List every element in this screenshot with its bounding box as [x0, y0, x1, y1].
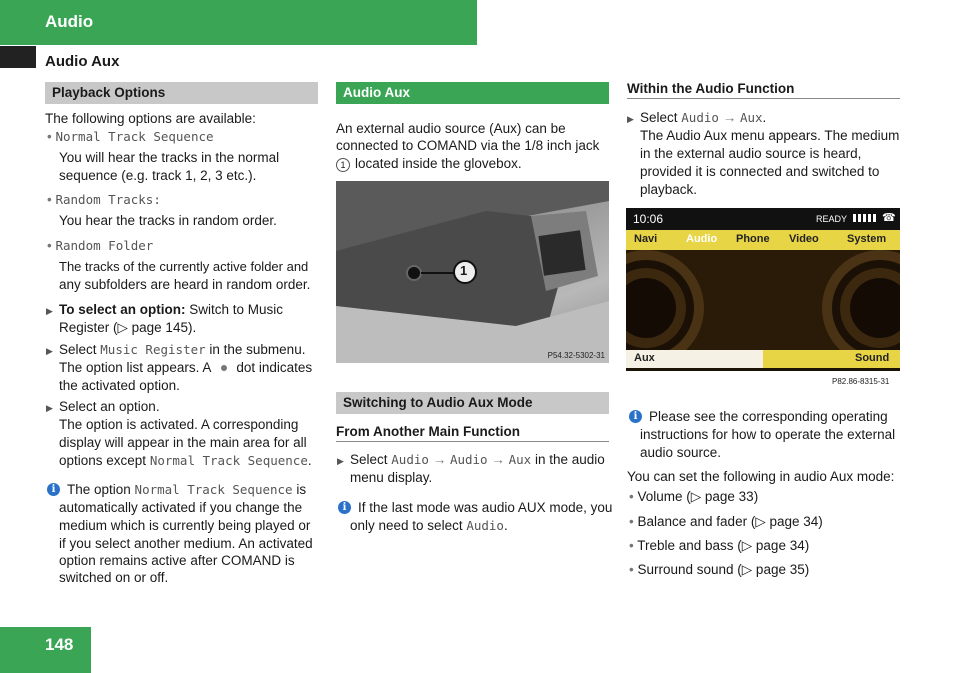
- step-arrow-icon: ▶: [46, 306, 53, 316]
- note-text: option remains active after COMAND is: [59, 553, 295, 568]
- speaker-graphic: [626, 250, 900, 350]
- step-text: provided it is connected and switched to: [640, 164, 880, 179]
- within-audio-function-heading: Within the Audio Function: [627, 81, 900, 99]
- step-text: The option is activated. A corresponding: [59, 417, 299, 432]
- step-select-aux: Select Audio → Audio → Aux in the audio: [350, 452, 605, 467]
- info-icon: i: [338, 501, 351, 514]
- screen-tab-audio[interactable]: Audio: [686, 233, 718, 245]
- list-item: • Treble and bass (▷ page 34): [629, 538, 810, 553]
- note-text: audio source.: [640, 445, 722, 460]
- note-text: only need to select Audio.: [350, 518, 508, 533]
- glovebox-illustration: [336, 181, 609, 363]
- sound-label: Sound: [855, 352, 890, 364]
- photo-callout: 1: [460, 263, 468, 278]
- option-desc: You hear the tracks in random order.: [59, 213, 277, 228]
- playback-options-heading: Playback Options: [45, 82, 318, 104]
- step-music-register: Select Music Register in the submenu.: [59, 342, 306, 357]
- step-text: menu display.: [350, 470, 433, 485]
- glovebox-photo: [336, 181, 609, 363]
- option-desc: sequence (e.g. track 1, 2, 3 etc.).: [59, 168, 257, 183]
- body-text: 1 located inside the glovebox.: [336, 155, 522, 173]
- note-text: medium which is currently being played or: [59, 518, 311, 533]
- chapter-title: Audio: [45, 12, 94, 31]
- note-text: The option Normal Track Sequence is: [67, 482, 307, 497]
- screen-status: READY: [816, 214, 848, 224]
- info-icon: i: [47, 483, 60, 496]
- screen-code: P82.86-8315-31: [832, 377, 890, 386]
- note-text: Please see the corresponding operating: [649, 409, 888, 424]
- step-arrow-icon: ▶: [46, 403, 53, 413]
- body-text: An external audio source (Aux) can be: [336, 121, 566, 136]
- audio-aux-heading: Audio Aux: [336, 82, 609, 104]
- option-desc: You will hear the tracks in the normal: [59, 150, 280, 165]
- list-item: • Volume (▷ page 33): [629, 489, 759, 504]
- screen-tab-system[interactable]: System: [847, 233, 887, 245]
- step-arrow-icon: ▶: [627, 114, 634, 124]
- step-text: display will appear in the main area for all: [59, 435, 307, 450]
- note-text: If the last mode was audio AUX mode, you: [358, 500, 613, 515]
- screen-tab-phone[interactable]: Phone: [736, 233, 770, 245]
- signal-strength-icon: [853, 214, 877, 222]
- body-text: connected to COMAND via the 1/8 inch jack: [336, 138, 600, 153]
- callout-number-icon: 1: [336, 158, 350, 172]
- step-text: The option list appears. A dot indicates: [59, 360, 313, 375]
- note-text: instructions for how to operate the external: [640, 427, 896, 442]
- step-select-audio-aux: Select Audio → Aux.: [640, 110, 767, 125]
- option-random-folder: • Random Folder: [47, 238, 154, 253]
- option-normal-track: • Normal Track Sequence: [47, 129, 214, 144]
- step-arrow-icon: ▶: [46, 346, 53, 356]
- option-random-tracks: • Random Tracks:: [47, 192, 161, 207]
- list-item: • Balance and fader (▷ page 34): [629, 514, 823, 529]
- option-desc: The tracks of the currently active folder and: [59, 259, 309, 274]
- list-intro: You can set the following in audio Aux mode:: [627, 469, 895, 484]
- step-text: Register (▷ page 145).: [59, 320, 197, 335]
- from-another-main-function-heading: From Another Main Function: [336, 424, 609, 442]
- active-dot-icon: [221, 365, 227, 371]
- step-text: options except Normal Track Sequence.: [59, 453, 312, 468]
- note-text: automatically activated if you change the: [59, 500, 303, 515]
- list-item: • Surround sound (▷ page 35): [629, 562, 810, 577]
- switching-heading: Switching to Audio Aux Mode: [336, 392, 609, 414]
- screen-tab-video[interactable]: Video: [789, 233, 819, 245]
- step-arrow-icon: ▶: [337, 456, 344, 466]
- option-desc: any subfolders are heard in random order.: [59, 277, 311, 292]
- step-select: Select an option.: [59, 399, 160, 414]
- aux-label: Aux: [634, 352, 655, 364]
- note-text: switched on or off.: [59, 570, 169, 585]
- page-number: 148: [45, 635, 74, 654]
- phone-icon: ☎: [882, 212, 896, 224]
- step-text: the activated option.: [59, 378, 180, 393]
- section-marker: [0, 46, 36, 68]
- step-text: The Audio Aux menu appears. The medium: [640, 128, 900, 143]
- photo-code: P54.32-5302-31: [547, 351, 605, 360]
- step-select-option: To select an option: Switch to Music: [59, 302, 284, 317]
- section-title: Audio Aux: [45, 53, 120, 70]
- options-intro: The following options are available:: [45, 111, 256, 126]
- screen-time: 10:06: [633, 212, 664, 226]
- step-text: in the external audio source is heard,: [640, 146, 862, 161]
- comand-screen: [626, 208, 900, 371]
- note-text: if you select another medium. An activated: [59, 536, 313, 551]
- screen-tab-navi[interactable]: Navi: [634, 233, 658, 245]
- step-text: playback.: [640, 182, 698, 197]
- info-icon: i: [629, 410, 642, 423]
